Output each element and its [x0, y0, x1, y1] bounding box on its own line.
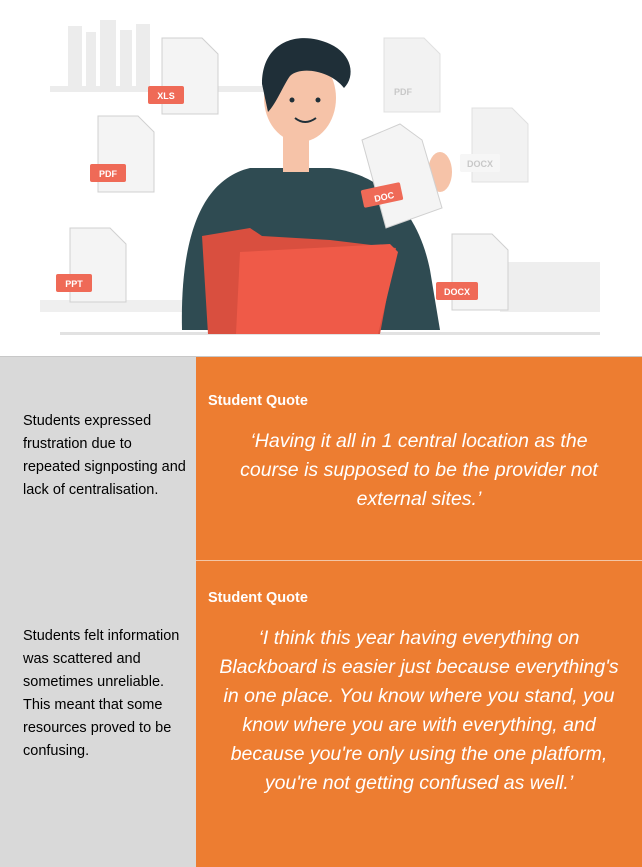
quote-panel: [196, 561, 642, 867]
quote-text: ‘Having it all in 1 central location as the course is supposed to be the provider not external sites.’: [240, 430, 598, 510]
laptop: [500, 262, 600, 312]
finding-text: Students felt information was scattered and sometimes unreliable. This meant that some resources proved to be confusing.: [23, 628, 180, 759]
file-docx-top-icon: [460, 108, 528, 182]
quote-text: ‘I think this year having everything on Blackboard is easier just because everything's in one place. You know where you stand, you know where you are with everything, and because you're only using the one platform, you're not getting confused as well.’: [219, 627, 619, 794]
file-label-pdf-left: PDF: [99, 169, 117, 179]
quote-label: Student Quote: [208, 590, 308, 606]
file-label-doc: DOC: [373, 190, 396, 204]
file-pdf-right-icon: [384, 38, 440, 112]
file-docx-bottom-icon: [436, 234, 508, 310]
file-label-ppt: PPT: [65, 279, 83, 289]
file-ppt-icon: [56, 228, 126, 302]
quote-panel: [196, 357, 642, 561]
hero-illustration: [0, 0, 642, 357]
file-label-xls: XLS: [157, 91, 175, 101]
file-pdf-left-icon: [90, 116, 154, 192]
finding-text: Students expressed frustration due to repeated signposting and lack of centralisation.: [23, 412, 186, 498]
file-xls-icon: [148, 38, 218, 114]
file-label-docx-top: DOCX: [466, 159, 494, 169]
quote-label: Student Quote: [208, 393, 308, 409]
finding-row-2: [0, 561, 642, 867]
person-with-files-illustration: [0, 0, 642, 357]
file-label-docx-bottom: DOCX: [443, 287, 471, 297]
finding-panel: [0, 357, 196, 561]
finding-panel: [0, 561, 196, 867]
file-label-pdf-right: PDF: [394, 87, 412, 97]
finding-row-1: [0, 357, 642, 561]
